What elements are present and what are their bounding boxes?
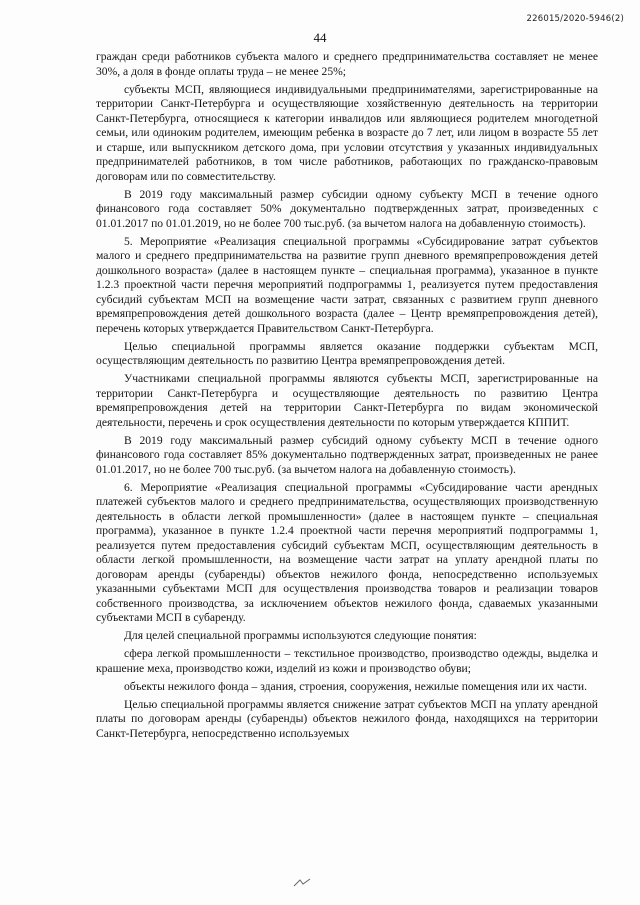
paragraph: Целью специальной программы является снижение затрат субъектов МСП на уплату арендной платы по договорам аренды (субаренды) объектов нежилого фонда, находящихся на территории Санкт-Петербурга, непосредственно используемых xyxy=(96,697,598,740)
paragraph: Целью специальной программы является оказание поддержки субъектам МСП, осуществляющим деятельность по развитию Центра времяпрепровождения детей. xyxy=(96,339,598,367)
paragraph: В 2019 году максимальный размер субсидий одному субъекту МСП в течение одного финансового года составляет 85% документально подтвержденных затрат, произведенных не ранее 01.01.2017, но не более 700 тыс.руб. (за вычетом налога на добавленную стоимость). xyxy=(96,433,598,476)
paragraph: В 2019 году максимальный размер субсидии одному субъекту МСП в течение одного финансового года составляет 50% документально подтвержденных затрат, произведенных с 01.01.2017 по 01.01.2019, но не более 700 тыс.руб. (за вычетом налога на добавленную стоимость). xyxy=(96,187,598,230)
paragraph: 5. Мероприятие «Реализация специальной программы «Субсидирование затрат субъектов малого и среднего предпринимательства на развитие групп дневного времяпрепровождения детей дошкольного возраста» (далее в настоящем пункте – специальная программа), указанное в пункте 1.2.3 проектной части перечня мероприятий подпрограммы 1, реализуется путем предоставления субсидий субъектам МСП на возмещение части затрат, связанных с развитием групп дневного времяпрепровождения детей дошкольного возраста (далее – Центр времяпрепровождения детей), перечень которых утверждается Правительством Санкт-Петербурга. xyxy=(96,234,598,335)
paragraph: субъекты МСП, являющиеся индивидуальными предпринимателями, зарегистрированные на территории Санкт-Петербурга и осуществляющие хозяйственную деятельность на территории Санкт-Петербурга, относящиеся к категории инвалидов или являющиеся родителем многодетной семьи, или одиноким родителем, имеющим ребенка в возрасте до 7 лет, или лицом в возрасте 55 лет и старше, или выпускником детского дома, при условии отсутствия у указанных индивидуальных предпринимателей работников, в том числе работников, работающих по гражданско-правовым договорам или по совместительству. xyxy=(96,82,598,183)
document-code: 226015/2020-5946(2) xyxy=(526,14,624,24)
page-number: 44 xyxy=(313,30,327,45)
paragraph: 6. Мероприятие «Реализация специальной программы «Субсидирование части арендных платежей субъектов малого и среднего предпринимательства, осуществляющих производственную деятельность в области легкой промышленности» (далее в настоящем пункте – специальная программа), указанное в пункте 1.2.4 проектной части перечня мероприятий подпрограммы 1, реализуется путем предоставления субсидий субъектам МСП, осуществляющим деятельность в области легкой промышленности, на возмещение части затрат на уплату арендной платы по договорам аренды (субаренды) объектов нежилого фонда, непосредственно используемых указанными субъектами МСП для осуществления производства товаров и реализации товаров собственного производства, за исключением объектов нежилого фонда, сдаваемых указанными субъектами МСП в субаренду. xyxy=(96,480,598,624)
document-body xyxy=(96,50,598,745)
paragraph: граждан среди работников субъекта малого и среднего предпринимательства составляет не менее 30%, а доля в фонде оплаты труда – не менее 25%; xyxy=(96,50,598,78)
paragraph: Для целей специальной программы используются следующие понятия: xyxy=(124,629,477,642)
paragraph: Участниками специальной программы являются субъекты МСП, зарегистрированные на территории Санкт-Петербурга и осуществляющие деятельность по развитию Центра времяпрепровождения детей на территории Санкт-Петербурга по видам экономической деятельности, перечень и срок осуществления деятельности по которым утверждается КППИТ. xyxy=(96,372,598,429)
scan-mark xyxy=(292,876,314,890)
paragraph: объекты нежилого фонда – здания, строения, сооружения, нежилые помещения или их части. xyxy=(124,679,587,693)
paragraph: сфера легкой промышленности – текстильное производство, производство одежды, выделка и крашение меха, производство кожи, изделий из кожи и производство обуви; xyxy=(96,647,598,675)
